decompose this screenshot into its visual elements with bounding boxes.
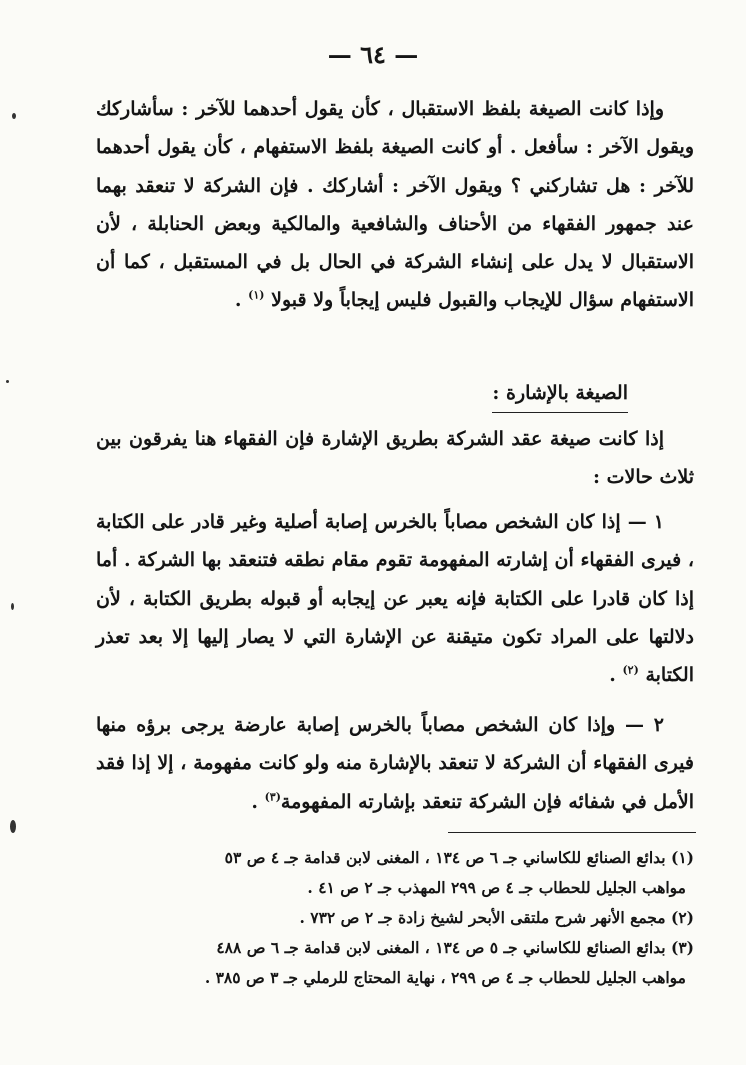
footnote-ref: (٣)	[264, 790, 281, 804]
scan-speck	[11, 603, 14, 610]
paragraph-text: ١ — إذا كان الشخص مصاباً بالخرس إصابة أصلية وغير قادر على الكتابة ، فيرى الفقهاء أن إشارته المفهومة تقوم مقام نطقه فتنعقد بها الشركة . أما إذا كان قادرا على الكتابة فإنه يعبر عن إيجابه أو قبوله بطريق الكتابة ، لأن دلالتها على المراد تكون متيقنة عن الإشارة التي لا يصار إليها إلا بعد تعذر الكتابة	[96, 511, 694, 687]
footnote-3-line-1: (٣) بدائع الصنائع للكاساني جـ ٥ ص ١٣٤ ، المغنى لابن قدامة جـ ٦ ص ٤٨٨	[216, 938, 694, 957]
page-number: — ٦٤ —	[327, 40, 419, 69]
footnote-ref: (١)	[248, 289, 265, 303]
footnote-1-line-2: مواهب الجليل للحطاب جـ ٤ ص ٢٩٩ المهذب جـ ٢ ص ٤١ .	[307, 878, 686, 897]
footnote-separator	[448, 832, 696, 833]
footnote-ref: (٢)	[622, 663, 639, 677]
scan-speck	[10, 820, 16, 833]
paragraph-text: ٢ — وإذا كان الشخص مصاباً بالخرس إصابة عارضة يرجى برؤه منها فيرى الفقهاء أن الشركة لا تنعقد بالإشارة منه ولو كانت مفهومة ، إلا إذا فقد الأمل في شفائه فإن الشركة تنعقد بإشارته المفهومة	[96, 714, 694, 813]
footnote-3-line-2: مواهب الجليل للحطاب جـ ٤ ص ٢٩٩ ، نهاية المحتاج للرملي جـ ٣ ص ٣٨٥ .	[204, 968, 686, 987]
footnote-1-line-1: (١) بدائع الصنائع للكاساني جـ ٦ ص ١٣٤ ، المغنى لابن قدامة جـ ٤ ص ٥٣	[224, 848, 694, 867]
footnote-2: (٢) مجمع الأنهر شرح ملتقى الأبحر لشيخ زادة جـ ٢ ص ٧٣٢ .	[299, 908, 694, 927]
paragraph-case-2: ٢ — وإذا كان الشخص مصاباً بالخرس إصابة عارضة يرجى برؤه منها فيرى الفقهاء أن الشركة لا تنعقد بالإشارة منه ولو كانت مفهومة ، إلا إذا فقد الأمل في شفائه فإن الشركة تنعقد بإشارته المفهومة$^{(٣)}$ .	[96, 714, 694, 813]
paragraph-gesture-intro	[96, 420, 694, 497]
paragraph-case-1: ١ — إذا كان الشخص مصاباً بالخرس إصابة أصلية وغير قادر على الكتابة ، فيرى الفقهاء أن إشارته المفهومة تقوم مقام نطقه فتنعقد بها الشركة . أما إذا كان قادرا على الكتابة فإنه يعبر عن إيجابه أو قبوله بطريق الكتابة ، لأن دلالتها على المراد تكون متيقنة عن الإشارة التي لا يصار إليها إلا بعد تعذر الكتابة $^{(٢)}$ .	[96, 511, 694, 687]
paragraph-text: إذا كانت صيغة عقد الشركة بطريق الإشارة فإن الفقهاء هنا يفرقون بين ثلاث حالات :	[96, 428, 694, 489]
scan-speck	[12, 113, 16, 119]
section-heading: الصيغة بالإشارة :	[492, 376, 628, 413]
footnotes	[118, 843, 694, 993]
paragraph-future-tense-form: وإذا كانت الصيغة بلفظ الاستقبال ، كأن يقول أحدهما للآخر : سأشاركك ويقول الآخر : سأفعل . أو كانت الصيغة بلفظ الاستفهام ، كأن يقول أحدهما للآخر : هل تشاركني ؟ ويقول الآخر : أشاركك . فإن الشركة لا تنعقد بهما عند جمهور الفقهاء من الأحناف والشافعية والمالكية وبعض الحنابلة ، لأن الاستقبال لا يدل على إنشاء الشركة في الحال بل في المستقبل ، كما أن الاستفهام سؤال للإيجاب والقبول فليس إيجاباً ولا قبولا $^{(١)}$ .	[96, 98, 694, 312]
scan-speck	[6, 380, 9, 383]
paragraph-text: وإذا كانت الصيغة بلفظ الاستقبال ، كأن يقول أحدهما للآخر : سأشاركك ويقول الآخر : سأفعل . أو كانت الصيغة بلفظ الاستفهام ، كأن يقول أحدهما للآخر : هل تشاركني ؟ ويقول الآخر : أشاركك . فإن الشركة لا تنعقد بهما عند جمهور الفقهاء من الأحناف والشافعية والمالكية وبعض الحنابلة ، لأن الاستقبال لا يدل على إنشاء الشركة في الحال بل في المستقبل ، كما أن الاستفهام سؤال للإيجاب والقبول فليس إيجاباً ولا قبولا	[96, 98, 694, 312]
